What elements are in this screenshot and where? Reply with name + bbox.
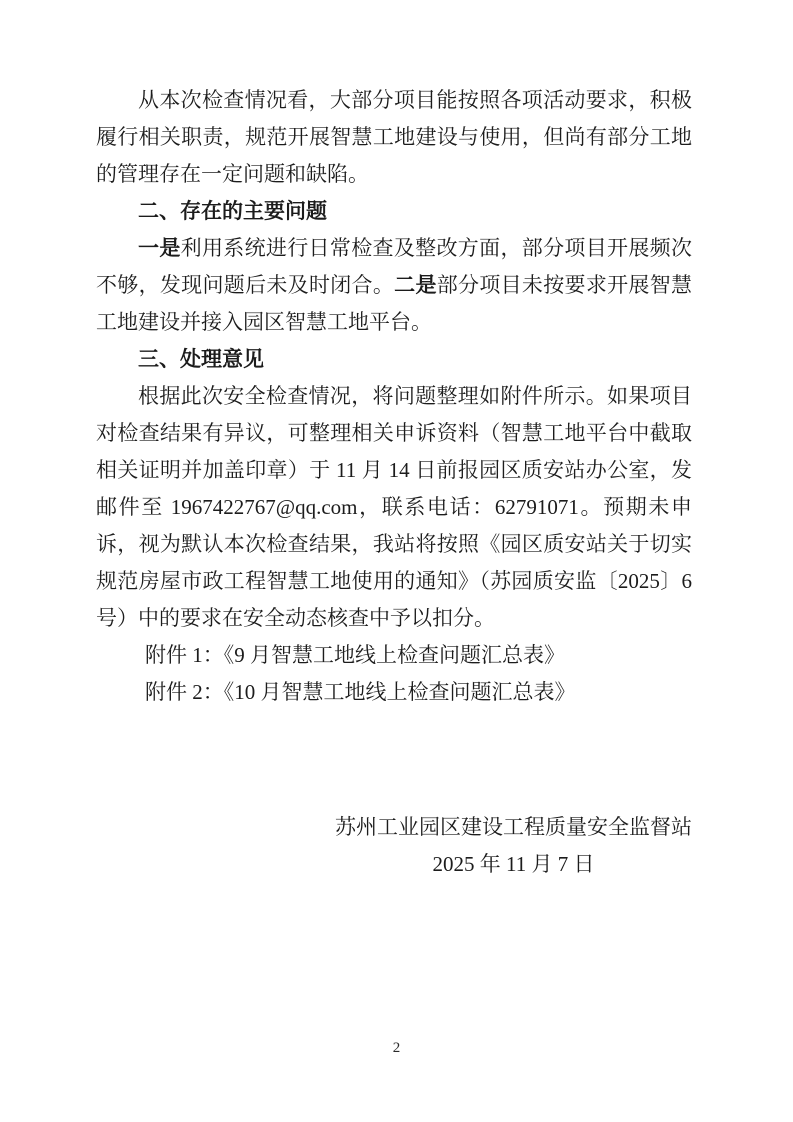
paragraph-inspection-overview: 从本次检查情况看，大部分项目能按照各项活动要求，积极履行相关职责，规范开展智慧工地建设与使用，但尚有部分工地的管理存在一定问题和缺陷。 bbox=[96, 88, 692, 186]
problem-one-label: 一是 bbox=[138, 236, 181, 260]
signature-inner bbox=[335, 809, 692, 883]
section-heading-handling-opinion: 三、处理意见 bbox=[138, 348, 264, 371]
attachment-item-2: 附件 2：《10 月智慧工地线上检查问题汇总表》 bbox=[145, 680, 576, 704]
document-content bbox=[96, 82, 692, 883]
signature-date: 2025 年 11 月 7 日 bbox=[432, 852, 595, 876]
signature-block bbox=[96, 809, 692, 883]
problem-two-text: 部分项目未按要求开展智慧工地建设并接入园区智慧工地平台。 bbox=[96, 273, 693, 334]
page-number: 2 bbox=[392, 1040, 401, 1056]
paragraph-handling-opinion: 根据此次安全检查情况，将问题整理如附件所示。如果项目对检查结果有异议，可整理相关申诉资料（智慧工地平台中截取相关证明并加盖印章）于 11 月 14 日前报园区质安站办公室，发邮件至 1967422767@qq.com，联系电话：62791071。预期未申诉，视为默认本次检查结果，我站将按照《园区质安站关于切实规范房屋市政工程智慧工地使用的通知》（苏园质安监〔2025〕6 号）中的要求在安全动态核查中予以扣分。 bbox=[96, 384, 692, 630]
paragraph-main-problems bbox=[96, 230, 692, 341]
section-heading-main-problems: 二、存在的主要问题 bbox=[138, 200, 327, 223]
signature-organization: 苏州工业园区建设工程质量安全监督站 bbox=[335, 815, 692, 839]
problem-one-text: 利用系统进行日常检查及整改方面，部分项目开展频次不够，发现问题后未及时闭合。 bbox=[96, 236, 692, 297]
problem-two-label: 二是 bbox=[394, 273, 437, 297]
attachment-item-1: 附件 1：《9 月智慧工地线上检查问题汇总表》 bbox=[145, 643, 565, 667]
